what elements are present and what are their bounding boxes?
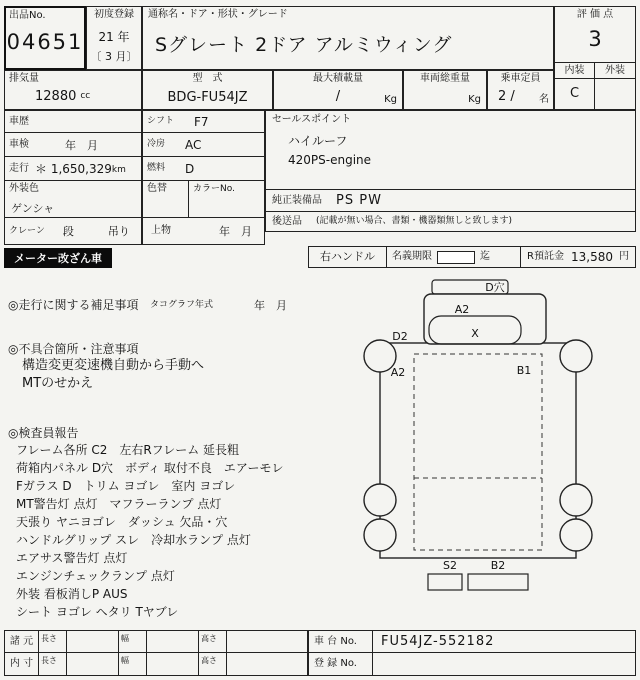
- inner-width-value: [147, 653, 199, 675]
- color-no-label: カラーNo.: [193, 184, 235, 194]
- fuel-label: 燃料: [147, 163, 166, 173]
- height-label: 高さ: [199, 631, 227, 653]
- crane-cell: [4, 217, 142, 245]
- history-cell: [4, 110, 142, 133]
- capacity-value: 2 /: [498, 89, 515, 104]
- meter-tampered-badge: メーター改ざん車: [4, 248, 112, 268]
- wheel-rear-left-1: [364, 484, 396, 516]
- diagram-label-a2-top: A2: [454, 303, 470, 316]
- width-value: [147, 631, 199, 653]
- meter-tampered-badge-wrap: [4, 247, 112, 268]
- wheel-rear-right-2: [560, 519, 592, 551]
- inner-height-value: [227, 653, 307, 675]
- model-value: BDG-FU54JZ: [167, 90, 248, 105]
- inspector-line: MT警告灯 点灯 マフラーランプ 点灯: [16, 497, 222, 511]
- spec-row-label: 諸 元: [5, 631, 39, 653]
- wheel-rear-left-2: [364, 519, 396, 551]
- inspection-cell: [4, 132, 142, 157]
- chassis-table: [308, 630, 636, 676]
- deposit-unit: 円: [619, 251, 629, 262]
- first-registration-box: [86, 6, 142, 70]
- equipment-value: PS PW: [336, 193, 382, 208]
- sales-point-line2: 420PS-engine: [288, 153, 372, 167]
- score-label: 評 価 点: [576, 9, 614, 20]
- until-label: 迄: [480, 251, 490, 262]
- rear-step-right: [468, 574, 528, 590]
- score-box: [554, 6, 636, 63]
- body-color-label: 外装色: [9, 183, 39, 194]
- diagram-label-b2: B2: [490, 559, 506, 572]
- body-color-value: ゲンシャ: [11, 202, 55, 215]
- ac-cell: [142, 132, 265, 157]
- dimensions-table: [4, 630, 308, 676]
- later-shipment-cell: [265, 211, 636, 232]
- cab-outline: [424, 294, 546, 344]
- inner-length-value: [67, 653, 119, 675]
- equipment-label: 純正装備品: [272, 194, 322, 206]
- recolor-label: 色替: [147, 183, 167, 194]
- shift-value: F7: [194, 114, 209, 129]
- shift-label: シフト: [147, 116, 175, 126]
- displacement-value: 12880: [35, 89, 77, 104]
- vehicle-name-box: [142, 6, 554, 70]
- defect-title: ◎不具合箇所・注意事項: [8, 342, 139, 356]
- vehicle-name-label: 通称名・ドア・形状・グレード: [148, 9, 288, 20]
- wheel-front-right: [560, 340, 592, 372]
- first-registration-year: 21 年: [98, 30, 130, 44]
- first-registration-label: 初度登録: [94, 9, 134, 20]
- upper-body-label: 上物: [151, 225, 171, 236]
- tachograph-value: 年 月: [254, 299, 287, 312]
- deposit-value: 13,580: [571, 250, 613, 264]
- inspector-line: Fガラス D トリム ヨゴレ 室内 ヨゴレ: [16, 479, 236, 493]
- upper-body-value: 年 月: [219, 225, 252, 238]
- mileage-label: 走行: [9, 162, 29, 174]
- inner-length-label: 長さ: [39, 653, 67, 675]
- cargo-body-outline: [380, 343, 576, 558]
- diagram-label-s2: S2: [443, 559, 457, 572]
- length-label: 長さ: [39, 631, 67, 653]
- defect-line: 構造変更変速機自動から手動へ: [22, 358, 205, 373]
- fuel-value: D: [185, 161, 195, 176]
- diagram-label-a2-side: A2: [390, 366, 406, 379]
- registration-no-label: 登 録 No.: [309, 653, 373, 675]
- first-registration-month: 〔 3 月〕: [90, 50, 138, 63]
- inspector-report-lines: [16, 441, 284, 621]
- inspection-value: 年 月: [65, 138, 98, 152]
- exhibit-no-value: 04651: [6, 30, 84, 54]
- inspector-line: エンジンチェックランプ 点灯: [16, 569, 175, 583]
- inspector-line: フレーム各所 C2 左右Rフレーム 延長粗: [16, 443, 240, 457]
- chassis-no-label: 車 台 No.: [309, 631, 373, 653]
- exhibit-no-box: [4, 6, 86, 70]
- sales-point-label: セールスポイント: [272, 114, 352, 125]
- gross-weight-box: [403, 70, 487, 110]
- name-limit-label: 名義期限: [392, 251, 432, 262]
- interior-exterior-values: [554, 78, 636, 110]
- later-shipment-note: (記載が無い場合、書類・機器類無しと致します): [316, 216, 513, 226]
- name-limit-field: [437, 251, 475, 264]
- tachograph-label: タコグラフ年式: [150, 300, 214, 310]
- crane-label: クレーン: [9, 225, 45, 236]
- later-shipment-label: 後送品: [272, 215, 302, 227]
- upper-body-cell: [142, 217, 265, 245]
- max-load-box: [273, 70, 403, 110]
- displacement-label: 排気量: [9, 73, 39, 84]
- max-load-label: 最大積載量: [313, 73, 363, 84]
- score-value: 3: [588, 27, 602, 51]
- inspector-line: シート ヨゴレ ヘタリ Tヤブレ: [16, 605, 179, 619]
- fuel-cell: [142, 156, 265, 181]
- exterior-label: 外装: [605, 65, 625, 76]
- mileage-value: ＊ 1,650,329: [35, 162, 112, 176]
- body-color-cell: [4, 180, 142, 218]
- sales-point-box: [265, 110, 636, 190]
- diagram-label-hole: D穴: [485, 281, 505, 294]
- handle-deposit-row: [308, 246, 636, 268]
- crane-dan: 段: [62, 225, 74, 238]
- interior-value: C: [555, 79, 595, 109]
- interior-label: 内装: [555, 63, 595, 78]
- height-value: [227, 631, 307, 653]
- max-load-unit: Kg: [384, 94, 397, 105]
- deposit-label: R預託金: [527, 251, 564, 262]
- vehicle-diagram: [310, 268, 636, 628]
- gross-weight-label: 車両総重量: [420, 73, 470, 84]
- registration-no-value: [373, 653, 635, 675]
- equipment-cell: [265, 189, 636, 212]
- defect-line: MTのせかえ: [22, 376, 94, 391]
- width-label: 幅: [119, 631, 147, 653]
- model-label: 型 式: [192, 73, 223, 84]
- inner-width-label: 幅: [119, 653, 147, 675]
- mileage-unit: km: [111, 165, 126, 175]
- length-value: [67, 631, 119, 653]
- gross-weight-unit: Kg: [468, 94, 481, 105]
- diagram-label-d2: D2: [392, 330, 408, 343]
- diagram-label-x: X: [471, 327, 479, 340]
- crane-tsuri: 吊り: [107, 225, 130, 238]
- ac-label: 冷房: [147, 139, 166, 149]
- defect-lines: [22, 357, 204, 393]
- inspector-line: 外装 看板消しP AUS: [16, 587, 128, 601]
- inspector-title: ◎検査員報告: [8, 426, 79, 440]
- mileage-note-title: ◎走行に関する補足事項: [8, 298, 139, 312]
- shift-cell: [142, 110, 265, 133]
- capacity-box: [487, 70, 554, 110]
- mileage-cell: [4, 156, 142, 181]
- inspector-line: 荷箱内パネル D穴 ボディ 取付不良 エアーモレ: [16, 461, 284, 475]
- inspector-line: ハンドルグリップ スレ 冷却水ランプ 点灯: [16, 533, 251, 547]
- inspector-line: エアサス警告灯 点灯: [16, 551, 128, 565]
- inner-row-label: 内 寸: [5, 653, 39, 675]
- capacity-unit: 名: [539, 94, 549, 105]
- chassis-no-value: FU54JZ-552182: [373, 631, 635, 653]
- model-box: [142, 70, 273, 110]
- recolor-cell: [142, 180, 265, 218]
- capacity-label: 乗車定員: [500, 73, 541, 84]
- inspection-label: 車検: [9, 138, 29, 150]
- displacement-box: [4, 70, 142, 110]
- ac-value: AC: [185, 137, 202, 152]
- displacement-unit: cc: [80, 91, 91, 101]
- vehicle-name-value: Sグレート 2ドア アルミウィング: [155, 34, 453, 56]
- wheel-rear-right-1: [560, 484, 592, 516]
- rear-step-left: [428, 574, 462, 590]
- diagram-label-b1: B1: [516, 364, 532, 377]
- inspector-line: 天張り ヤニヨゴレ ダッシュ 欠品・穴: [16, 515, 228, 529]
- handle-label: 右ハンドル: [309, 247, 387, 267]
- sales-point-line1: ハイルーフ: [288, 134, 348, 148]
- frame-dashed-outline: [414, 354, 542, 550]
- inner-height-label: 高さ: [199, 653, 227, 675]
- history-label: 車歴: [9, 115, 29, 127]
- exhibit-no-label: 出品No.: [9, 10, 46, 21]
- max-load-value: /: [335, 89, 341, 104]
- interior-exterior-header: [554, 62, 636, 79]
